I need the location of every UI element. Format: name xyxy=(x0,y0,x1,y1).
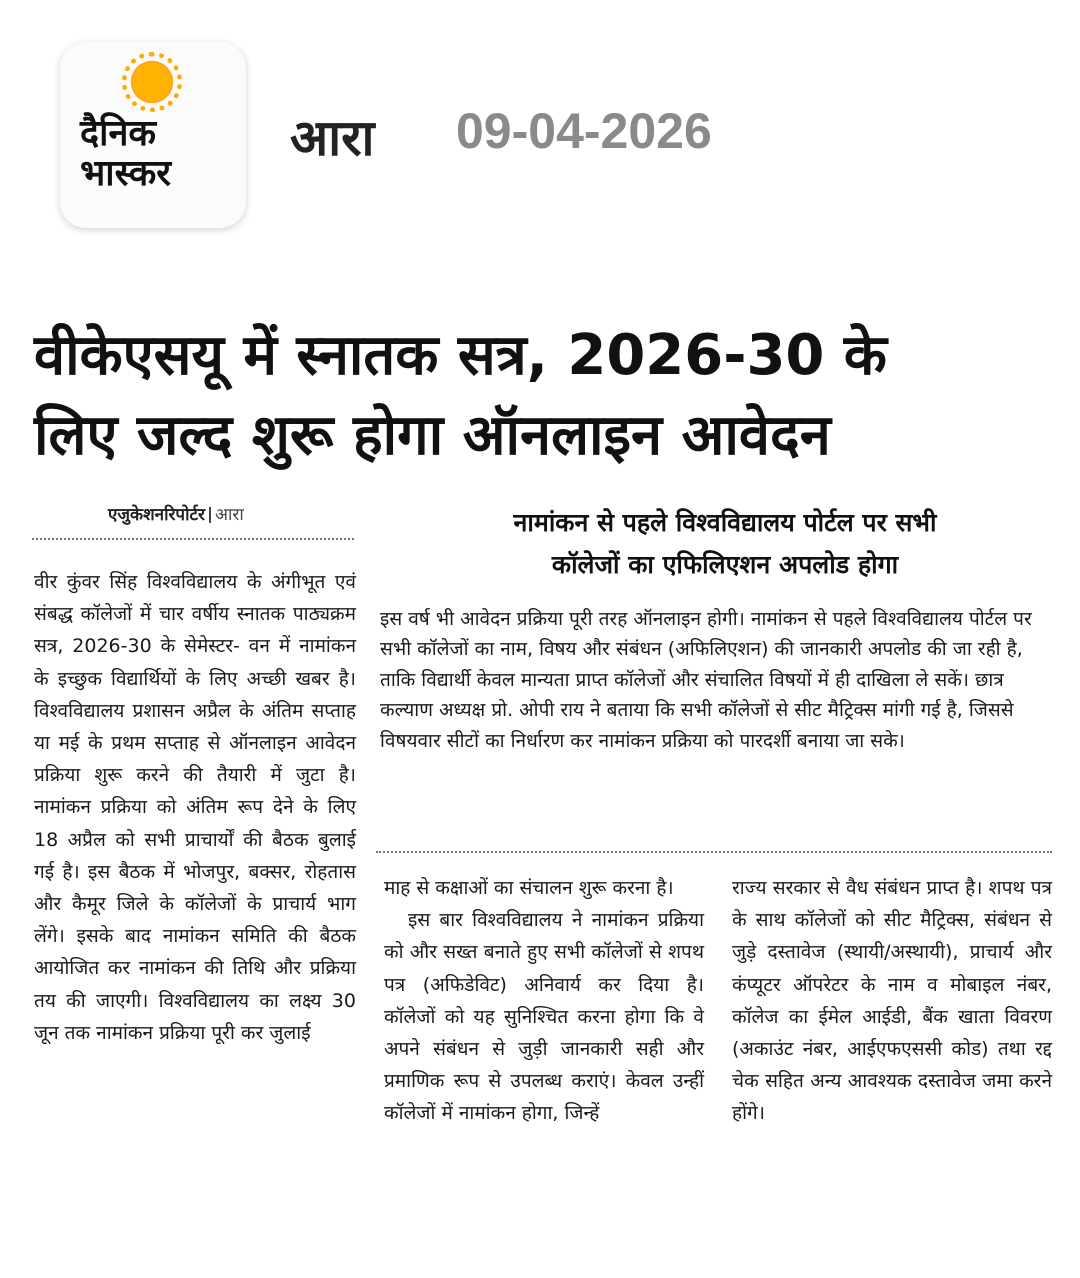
logo-wordmark xyxy=(80,114,228,194)
sun-icon xyxy=(128,58,176,106)
byline xyxy=(108,502,244,525)
subhead-line-2: कॉलेजों का एफिलिएशन अपलोड होगा xyxy=(551,550,899,579)
article-headline xyxy=(34,316,1054,476)
divider-left xyxy=(32,538,354,540)
divider-middle xyxy=(376,851,1052,853)
byline-separator xyxy=(209,507,211,523)
column-middle xyxy=(384,872,704,1130)
logo-line-2: भास्कर xyxy=(80,153,172,194)
intro-paragraph: इस वर्ष भी आवेदन प्रक्रिया पूरी तरह ऑनलाइन होगी। नामांकन से पहले विश्वविद्यालय पोर्टल पर सभी कॉलेजों का नाम, विषय और संबंधन (अफिलिएशन) की जानकारी अपलोड की जा रही है, ताकि विद्यार्थी केवल मान्यता प्राप्त कॉलेजों और संचालित विषयों में ही दाखिला ले सकें। छात्र कल्याण अध्यक्ष प्रो. ओपी राय ने बताया कि सभी कॉलेजों से सीट मैट्रिक्स मांगी गई है, जिससे विषयवार सीटों का निर्धारण कर नामांकन प्रक्रिया को पारदर्शी बनाया जा सके। xyxy=(380,608,1032,752)
byline-reporter: एजुकेशनरिपोर्टर xyxy=(108,505,206,525)
logo-line-1: दैनिक xyxy=(80,113,157,154)
headline-line-1: वीकेएसयू में स्नातक सत्र, 2026-30 के xyxy=(34,323,887,388)
column-middle-p1: माह से कक्षाओं का संचालन शुरू करना है। xyxy=(384,877,674,899)
column-right-text: राज्य सरकार से वैध संबंधन प्राप्त है। शपथ पत्र के साथ कॉलेजों को सीट मैट्रिक्स, संबंधन से जुड़े दस्तावेज (स्थायी/अस्थायी), प्राचार्य और कंप्यूटर ऑपरेटर के नाम व मोबाइल नंबर, कॉलेज का ईमेल आईडी, बैंक खाता विवरण (अकाउंट नंबर, आईएफएससी कोड) तथा रद्द चेक सहित अन्य आवश्यक दस्तावेज जमा करने होंगे। xyxy=(732,877,1052,1125)
subhead-line-1: नामांकन से पहले विश्वविद्यालय पोर्टल पर सभी xyxy=(513,508,937,537)
edition-city: आरा xyxy=(290,109,375,167)
column-left-text: वीर कुंवर सिंह विश्वविद्यालय के अंगीभूत एवं संबद्ध कॉलेजों में चार वर्षीय स्नातक पाठ्यक्रम सत्र, 2026-30 के सेमेस्टर- वन में नामांकन के इच्छुक विद्यार्थियों के लिए अच्छी खबर है। विश्वविद्यालय प्रशासन अप्रैल के अंतिम सप्ताह या मई के प्रथम सप्ताह से ऑनलाइन आवेदन प्रक्रिया शुरू करने की तैयारी में जुटा है। नामांकन प्रक्रिया को अंतिम रूप देने के लिए 18 अप्रैल को सभी प्राचार्यों की बैठक बुलाई गई है। इस बैठक में भोजपुर, बक्सर, रोहतास और कैमूर जिले के कॉलेजों के प्राचार्य भाग लेंगे। इसके बाद नामांकन समिति की बैठक आयोजित कर नामांकन की तिथि और प्रक्रिया तय की जाएगी। विश्वविद्यालय का लक्ष्य 30 जून तक नामांकन प्रक्रिया पूरी कर जुलाई xyxy=(34,571,356,1044)
headline-line-2: लिए जल्द शुरू होगा ऑनलाइन आवेदन xyxy=(34,403,831,468)
article-subheadline xyxy=(410,502,1040,586)
byline-city: आरा xyxy=(215,505,244,525)
edition-date: 09-04-2026 xyxy=(456,103,712,159)
column-middle-p2: इस बार विश्वविद्यालय ने नामांकन प्रक्रिया को और सख्त बनाते हुए सभी कॉलेजों से शपथ पत्र (अफिडेविट) अनिवार्य कर दिया है। कॉलेजों को यह सुनिश्चित करना होगा कि वे अपने संबंधन से जुड़ी जानकारी सही और प्रमाणिक रूप से उपलब्ध कराएं। केवल उन्हीं कॉलेजों में नामांकन होगा, जिन्हें xyxy=(384,909,704,1125)
